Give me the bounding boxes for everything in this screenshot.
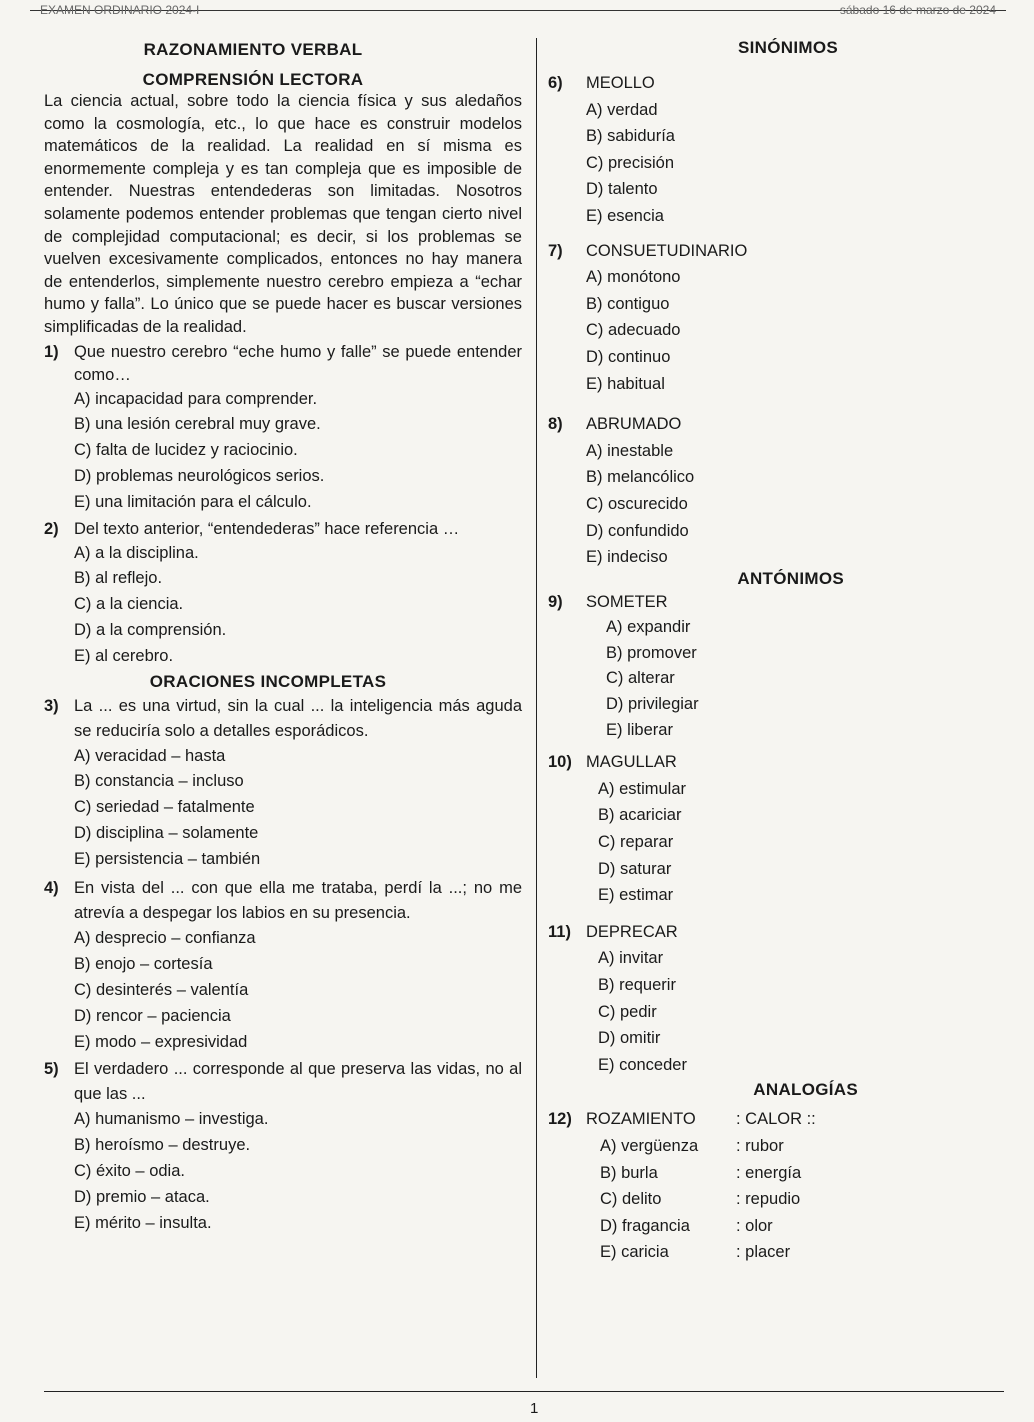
q3-option-e[interactable]: E) persistencia – también — [74, 849, 261, 868]
question-9 — [548, 589, 1008, 744]
reading-passage: La ciencia actual, sobre todo la ciencia física y sus aledaños como la cosmología, etc., lo que hace es construir modelos matemáticos de la realidad. La realidad en sí misma es enormemente compleja y es tan compleja que es imposible de entender. Nuestras entendederas son limitadas. Nosotros solamente podemos entender problemas que tengan cierto nivel de complejidad computacional; es decir, si los problemas se vuelven excesivamente complicados, entonces no hay manera de entenderlos, simplemente nuestro cerebro empieza a “echar humo y falla”. Lo único que se puede hacer es buscar versiones simplificadas de la realidad. — [44, 92, 522, 336]
q8-option-b[interactable]: B) melancólico — [586, 468, 695, 487]
q1-option-e[interactable]: E) una limitación para el cálculo. — [74, 492, 312, 511]
page-number: 1 — [530, 1400, 539, 1417]
question-11 — [548, 919, 1008, 1079]
q4-option-d[interactable]: D) rencor – paciencia — [74, 1006, 231, 1025]
q10-number: 10) — [548, 753, 572, 772]
header-right-text: sábado 16 de marzo de 2024 — [839, 3, 996, 17]
q11-word: DEPRECAR — [586, 922, 678, 941]
section-title-sinonimos: SINÓNIMOS — [738, 38, 838, 57]
q2-option-c[interactable]: C) a la ciencia. — [74, 595, 184, 614]
section-title-razonamiento: RAZONAMIENTO VERBAL — [143, 40, 363, 59]
q10-option-e[interactable]: E) estimar — [598, 886, 674, 905]
q5-option-a[interactable]: A) humanismo – investiga. — [74, 1110, 269, 1129]
q11-option-d[interactable]: D) omitir — [598, 1029, 661, 1048]
q7-option-c[interactable]: C) adecuado — [586, 321, 681, 340]
q7-option-d[interactable]: D) continuo — [586, 347, 671, 366]
q7-number: 7) — [548, 241, 563, 260]
q12-option-b[interactable] — [548, 1160, 1008, 1187]
q2-number: 2) — [44, 519, 59, 538]
q12-option-c-right: : repudio — [736, 1190, 801, 1209]
q9-option-d[interactable]: D) privilegiar — [606, 695, 699, 714]
q3-number: 3) — [44, 696, 59, 715]
q8-word: ABRUMADO — [586, 415, 682, 434]
question-1 — [44, 341, 522, 516]
q12-option-e-right: : placer — [736, 1243, 791, 1262]
question-5 — [44, 1057, 522, 1236]
q2-option-d[interactable]: D) a la comprensión. — [74, 620, 227, 639]
q6-option-e[interactable]: E) esencia — [586, 206, 664, 225]
q4-number: 4) — [44, 879, 59, 898]
q1-option-b[interactable]: B) una lesión cerebral muy grave. — [74, 415, 321, 434]
q11-option-a[interactable]: A) invitar — [598, 949, 664, 968]
q6-option-c[interactable]: C) precisión — [586, 153, 675, 172]
q5-option-b[interactable]: B) heroísmo – destruye. — [74, 1136, 251, 1155]
q9-word: SOMETER — [586, 592, 668, 611]
q10-option-b[interactable]: B) acariciar — [598, 806, 682, 825]
q12-premise-right: : CALOR :: — [736, 1110, 816, 1129]
right-column — [548, 38, 1008, 1266]
q9-option-b[interactable]: B) promover — [606, 643, 697, 662]
q1-number: 1) — [44, 342, 59, 361]
q12-option-d-left: D) fragancia — [600, 1216, 690, 1235]
column-divider — [536, 38, 537, 1378]
q7-word: CONSUETUDINARIO — [586, 241, 748, 260]
q6-word: MEOLLO — [586, 74, 655, 92]
q12-number: 12) — [548, 1110, 572, 1129]
q9-option-a[interactable]: A) expandir — [606, 618, 691, 637]
q3-option-d[interactable]: D) disciplina – solamente — [74, 823, 259, 842]
q5-stem: El verdadero ... corresponde al que preserva las vidas, no al que las ... — [74, 1060, 522, 1104]
q3-option-c[interactable]: C) seriedad – fatalmente — [74, 798, 255, 817]
q12-option-d[interactable] — [548, 1213, 1008, 1240]
section-title-antonimos: ANTÓNIMOS — [737, 568, 844, 588]
q12-option-b-left: B) burla — [600, 1163, 658, 1182]
q7-option-e[interactable]: E) habitual — [586, 374, 665, 393]
q4-option-e[interactable]: E) modo – expresividad — [74, 1032, 248, 1051]
q12-premise-left: ROZAMIENTO — [586, 1110, 696, 1129]
q1-option-a[interactable]: A) incapacidad para comprender. — [74, 389, 318, 408]
q2-stem: Del texto anterior, “entendederas” hace referencia … — [74, 519, 460, 538]
q3-stem: La ... es una virtud, sin la cual ... la inteligencia más aguda se reduciría solo a detalles esporádicos. — [74, 696, 522, 740]
q11-option-c[interactable]: C) pedir — [598, 1002, 657, 1021]
question-4 — [44, 876, 522, 1055]
q12-option-d-right: : olor — [736, 1216, 773, 1235]
q4-option-c[interactable]: C) desinterés – valentía — [74, 981, 249, 1000]
header-left-text: EXAMEN ORDINARIO 2024-I — [40, 3, 200, 17]
q5-option-d[interactable]: D) premio – ataca. — [74, 1187, 210, 1206]
q9-option-c[interactable]: C) alterar — [606, 669, 675, 688]
q7-option-b[interactable]: B) contiguo — [586, 294, 670, 313]
q10-word: MAGULLAR — [586, 753, 677, 772]
q11-option-e[interactable]: E) conceder — [598, 1055, 687, 1074]
q10-option-d[interactable]: D) saturar — [598, 859, 672, 878]
q6-option-a[interactable]: A) verdad — [586, 100, 658, 119]
question-6 — [548, 70, 1008, 230]
q5-number: 5) — [44, 1060, 59, 1079]
q5-option-e[interactable]: E) mérito – insulta. — [74, 1213, 212, 1232]
question-3 — [44, 694, 522, 873]
q12-option-a-left: A) vergüenza — [600, 1136, 699, 1155]
q12-option-a[interactable] — [548, 1133, 1008, 1160]
q11-number: 11) — [548, 922, 571, 941]
question-10 — [548, 749, 1008, 909]
q6-option-b[interactable]: B) sabiduría — [586, 127, 675, 146]
question-12 — [548, 1106, 1008, 1266]
q10-option-c[interactable]: C) reparar — [598, 833, 674, 852]
q1-stem: Que nuestro cerebro “eche humo y falle” se puede entender como… — [74, 342, 522, 384]
q1-option-c[interactable]: C) falta de lucidez y raciocinio. — [74, 441, 298, 460]
question-7 — [548, 238, 1008, 398]
q12-option-e-left: E) caricia — [600, 1243, 669, 1262]
q6-number: 6) — [548, 74, 563, 92]
q4-stem: En vista del ... con que ella me trataba, perdí la ...; no me atrevía a despegar los labios en su presencia. — [74, 879, 522, 923]
q8-option-c[interactable]: C) oscurecido — [586, 494, 688, 513]
q8-option-d[interactable]: D) confundido — [586, 521, 689, 540]
section-title-comprension: COMPRENSIÓN LECTORA — [142, 70, 364, 89]
footer-rule — [44, 1391, 1004, 1392]
q11-option-b[interactable]: B) requerir — [598, 976, 676, 994]
q3-option-b[interactable]: B) constancia – incluso — [74, 772, 244, 791]
q3-option-a[interactable]: A) veracidad – hasta — [74, 746, 226, 765]
q9-option-e[interactable]: E) liberar — [606, 720, 673, 739]
q4-option-a[interactable]: A) desprecio – confianza — [74, 929, 256, 948]
left-column — [44, 40, 522, 1236]
q9-number: 9) — [548, 592, 563, 611]
header-rule — [30, 3, 1006, 17]
q6-option-d[interactable]: D) talento — [586, 180, 658, 199]
q5-option-c[interactable]: C) éxito – odia. — [74, 1162, 185, 1181]
question-2 — [44, 518, 522, 670]
section-title-analogias: ANALOGÍAS — [753, 1080, 858, 1100]
q2-option-b[interactable]: B) al reflejo. — [74, 569, 163, 588]
q12-option-c[interactable] — [548, 1186, 1008, 1213]
question-8 — [548, 411, 1008, 571]
section-title-oraciones: ORACIONES INCOMPLETAS — [149, 671, 387, 691]
q12-option-e[interactable] — [548, 1239, 1008, 1266]
q8-number: 8) — [548, 415, 563, 434]
q8-option-e[interactable]: E) indeciso — [586, 548, 668, 567]
q10-option-a[interactable]: A) estimular — [598, 779, 687, 798]
q12-option-b-right: : energía — [736, 1163, 802, 1182]
q1-option-d[interactable]: D) problemas neurológicos serios. — [74, 466, 325, 485]
q12-option-c-left: C) delito — [600, 1190, 662, 1209]
q12-option-a-right: : rubor — [736, 1136, 784, 1155]
q7-option-a[interactable]: A) monótono — [586, 268, 681, 287]
q2-option-a[interactable]: A) a la disciplina. — [74, 543, 199, 562]
q8-option-a[interactable]: A) inestable — [586, 441, 674, 460]
q2-option-e[interactable]: E) al cerebro. — [74, 646, 174, 665]
q4-option-b[interactable]: B) enojo – cortesía — [74, 955, 213, 974]
